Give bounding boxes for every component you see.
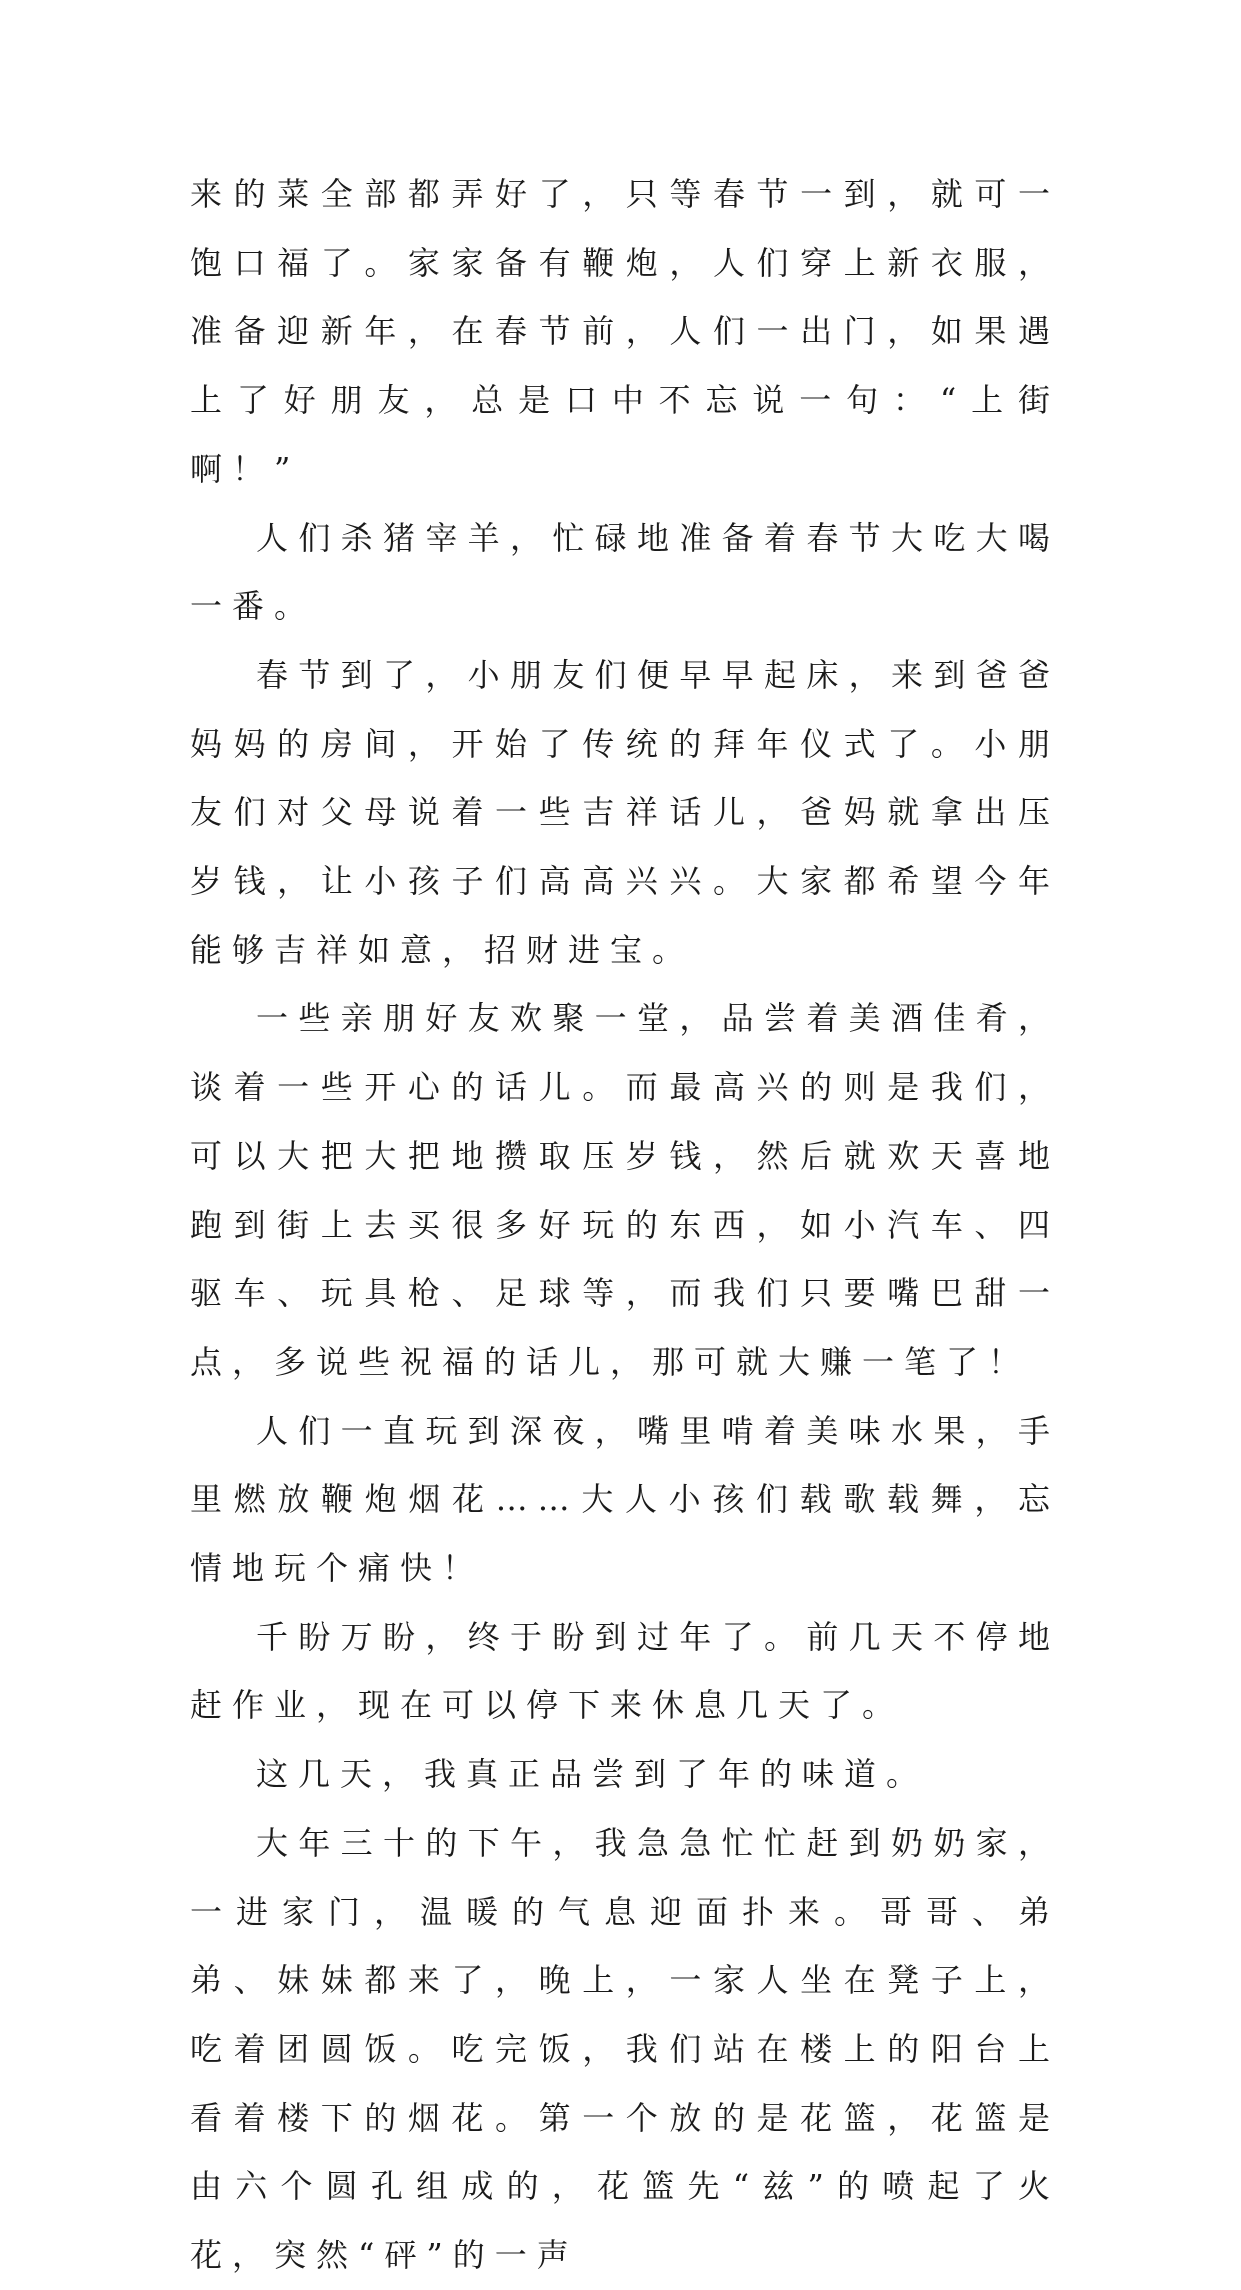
- paragraph: 春节到了，小朋友们便早早起床，来到爸爸妈妈的房间，开始了传统的拜年仪式了。小朋友们对父母说着一些吉祥话儿，爸妈就拿出压岁钱，让小孩子们高高兴兴。大家都希望今年能够吉祥如意，招财进宝。: [190, 655, 1060, 969]
- paragraph: 人们杀猪宰羊，忙碌地准备着春节大吃大喝一番。: [190, 518, 1060, 626]
- paragraph: 人们一直玩到深夜，嘴里啃着美味水果，手里燃放鞭炮烟花……大人小孩们载歌载舞，忘情地玩个痛快！: [190, 1411, 1060, 1588]
- paragraph: 大年三十的下午，我急急忙忙赶到奶奶家，一进家门，温暖的气息迎面扑来。哥哥、弟弟、妹妹都来了，晚上，一家人坐在凳子上，吃着团圆饭。吃完饭，我们站在楼上的阳台上看着楼下的烟花。第一个放的是花篮，花篮是由六个圆孔组成的，花篮先“兹”的喷起了火花，突然“砰”的一声: [190, 1823, 1060, 2275]
- paragraph: 这几天，我真正品尝到了年的味道。: [256, 1755, 929, 1794]
- document-body: [190, 160, 1060, 2290]
- paragraph: 来的菜全部都弄好了，只等春节一到，就可一饱口福了。家家备有鞭炮，人们穿上新衣服，准备迎新年，在春节前，人们一出门，如果遇上了好朋友，总是口中不忘说一句：“上街啊！”: [190, 175, 1060, 488]
- paragraph: 一些亲朋好友欢聚一堂，品尝着美酒佳肴，谈着一些开心的话儿。而最高兴的则是我们，可以大把大把地攒取压岁钱，然后就欢天喜地跑到街上去买很多好玩的东西，如小汽车、四驱车、玩具枪、足球等，而我们只要嘴巴甜一点，多说些祝福的话儿，那可就大赚一笔了！: [190, 999, 1060, 1381]
- paragraph: 千盼万盼，终于盼到过年了。前几天不停地赶作业，现在可以停下来休息几天了。: [190, 1617, 1060, 1725]
